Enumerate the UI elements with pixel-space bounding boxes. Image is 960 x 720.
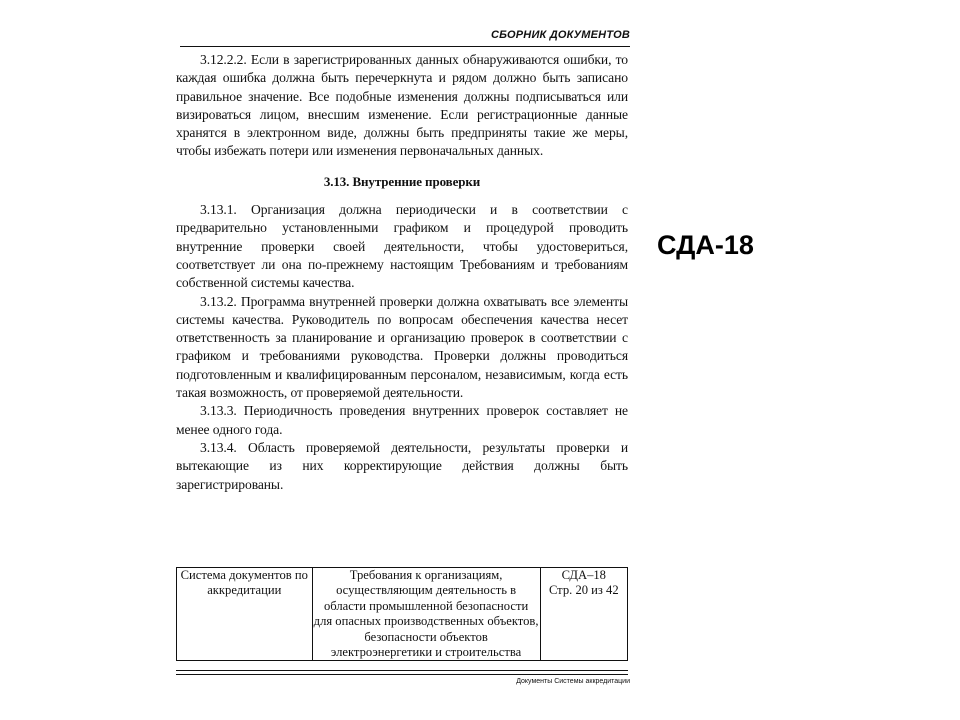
footer-rule — [176, 674, 628, 675]
slide-label: СДА-18 — [657, 230, 754, 260]
header-title: СБОРНИК ДОКУМЕНТОВ — [491, 29, 630, 41]
paragraph-3-13-3: 3.13.3. Периодичность проведения внутренних проверок составляет не менее одного года. — [176, 403, 628, 437]
running-header — [180, 29, 630, 45]
document-page — [176, 22, 632, 702]
requirements-cell: Требования к организациям, осуществляющим деятельность в области промышленной безопасности для опасных производственных объектов, безопасности объектов электроэнергетики и строительства — [313, 568, 539, 660]
paragraph-3-13-2: 3.13.2. Программа внутренней проверки должна охватывать все элементы системы качества. Руководитель по вопросам обеспечения качества несет ответственность за планирование и организацию проверок в соответствии с графиком и требованиями руководства. Проверки должны проводиться подготовленным и квалифицированным персоналом, независимым, когда есть такая возможность, от проверяемой деятельности. — [176, 293, 628, 401]
page-number: Стр. 20 из 42 — [548, 583, 619, 598]
paragraph-3-13-4: 3.13.4. Область проверяемой деятельности, результаты проверки и вытекающие из них корректирующие действия должны быть зарегистрированы. — [176, 439, 628, 492]
doc-code-cell — [540, 568, 627, 661]
system-name-cell: Система документов по аккредитации — [177, 568, 313, 661]
header-rule — [180, 46, 630, 47]
doc-code: СДА–18 — [561, 568, 606, 582]
document-info-table — [176, 567, 628, 661]
paragraph-3-12-2-2: 3.12.2.2. Если в зарегистрированных данных обнаруживаются ошибки, то каждая ошибка должна быть перечеркнута и рядом должно быть записано правильное значение. Все подобные изменения должны подписываться или визироваться лицом, внесшим изменение. Если регистрационные данные хранятся в электронном виде, должны быть предприняты такие же меры, чтобы избежать потери или изменения первоначальных данных. — [176, 52, 628, 159]
body-text — [176, 51, 628, 494]
footer-rule — [176, 670, 628, 671]
table-row — [177, 568, 628, 661]
section-heading: 3.13. Внутренние проверки — [323, 173, 481, 189]
paragraph-3-13-1: 3.13.1. Организация должна периодически и в соответствии с предварительно установленными графиком и процедурой проводить внутренние проверки своей деятельности, чтобы удостовериться, соответствует ли она по-прежнему настоящим Требованиям и требованиям собственной системы качества. — [176, 202, 628, 291]
footer-text: Документы Системы аккредитации — [516, 678, 630, 685]
